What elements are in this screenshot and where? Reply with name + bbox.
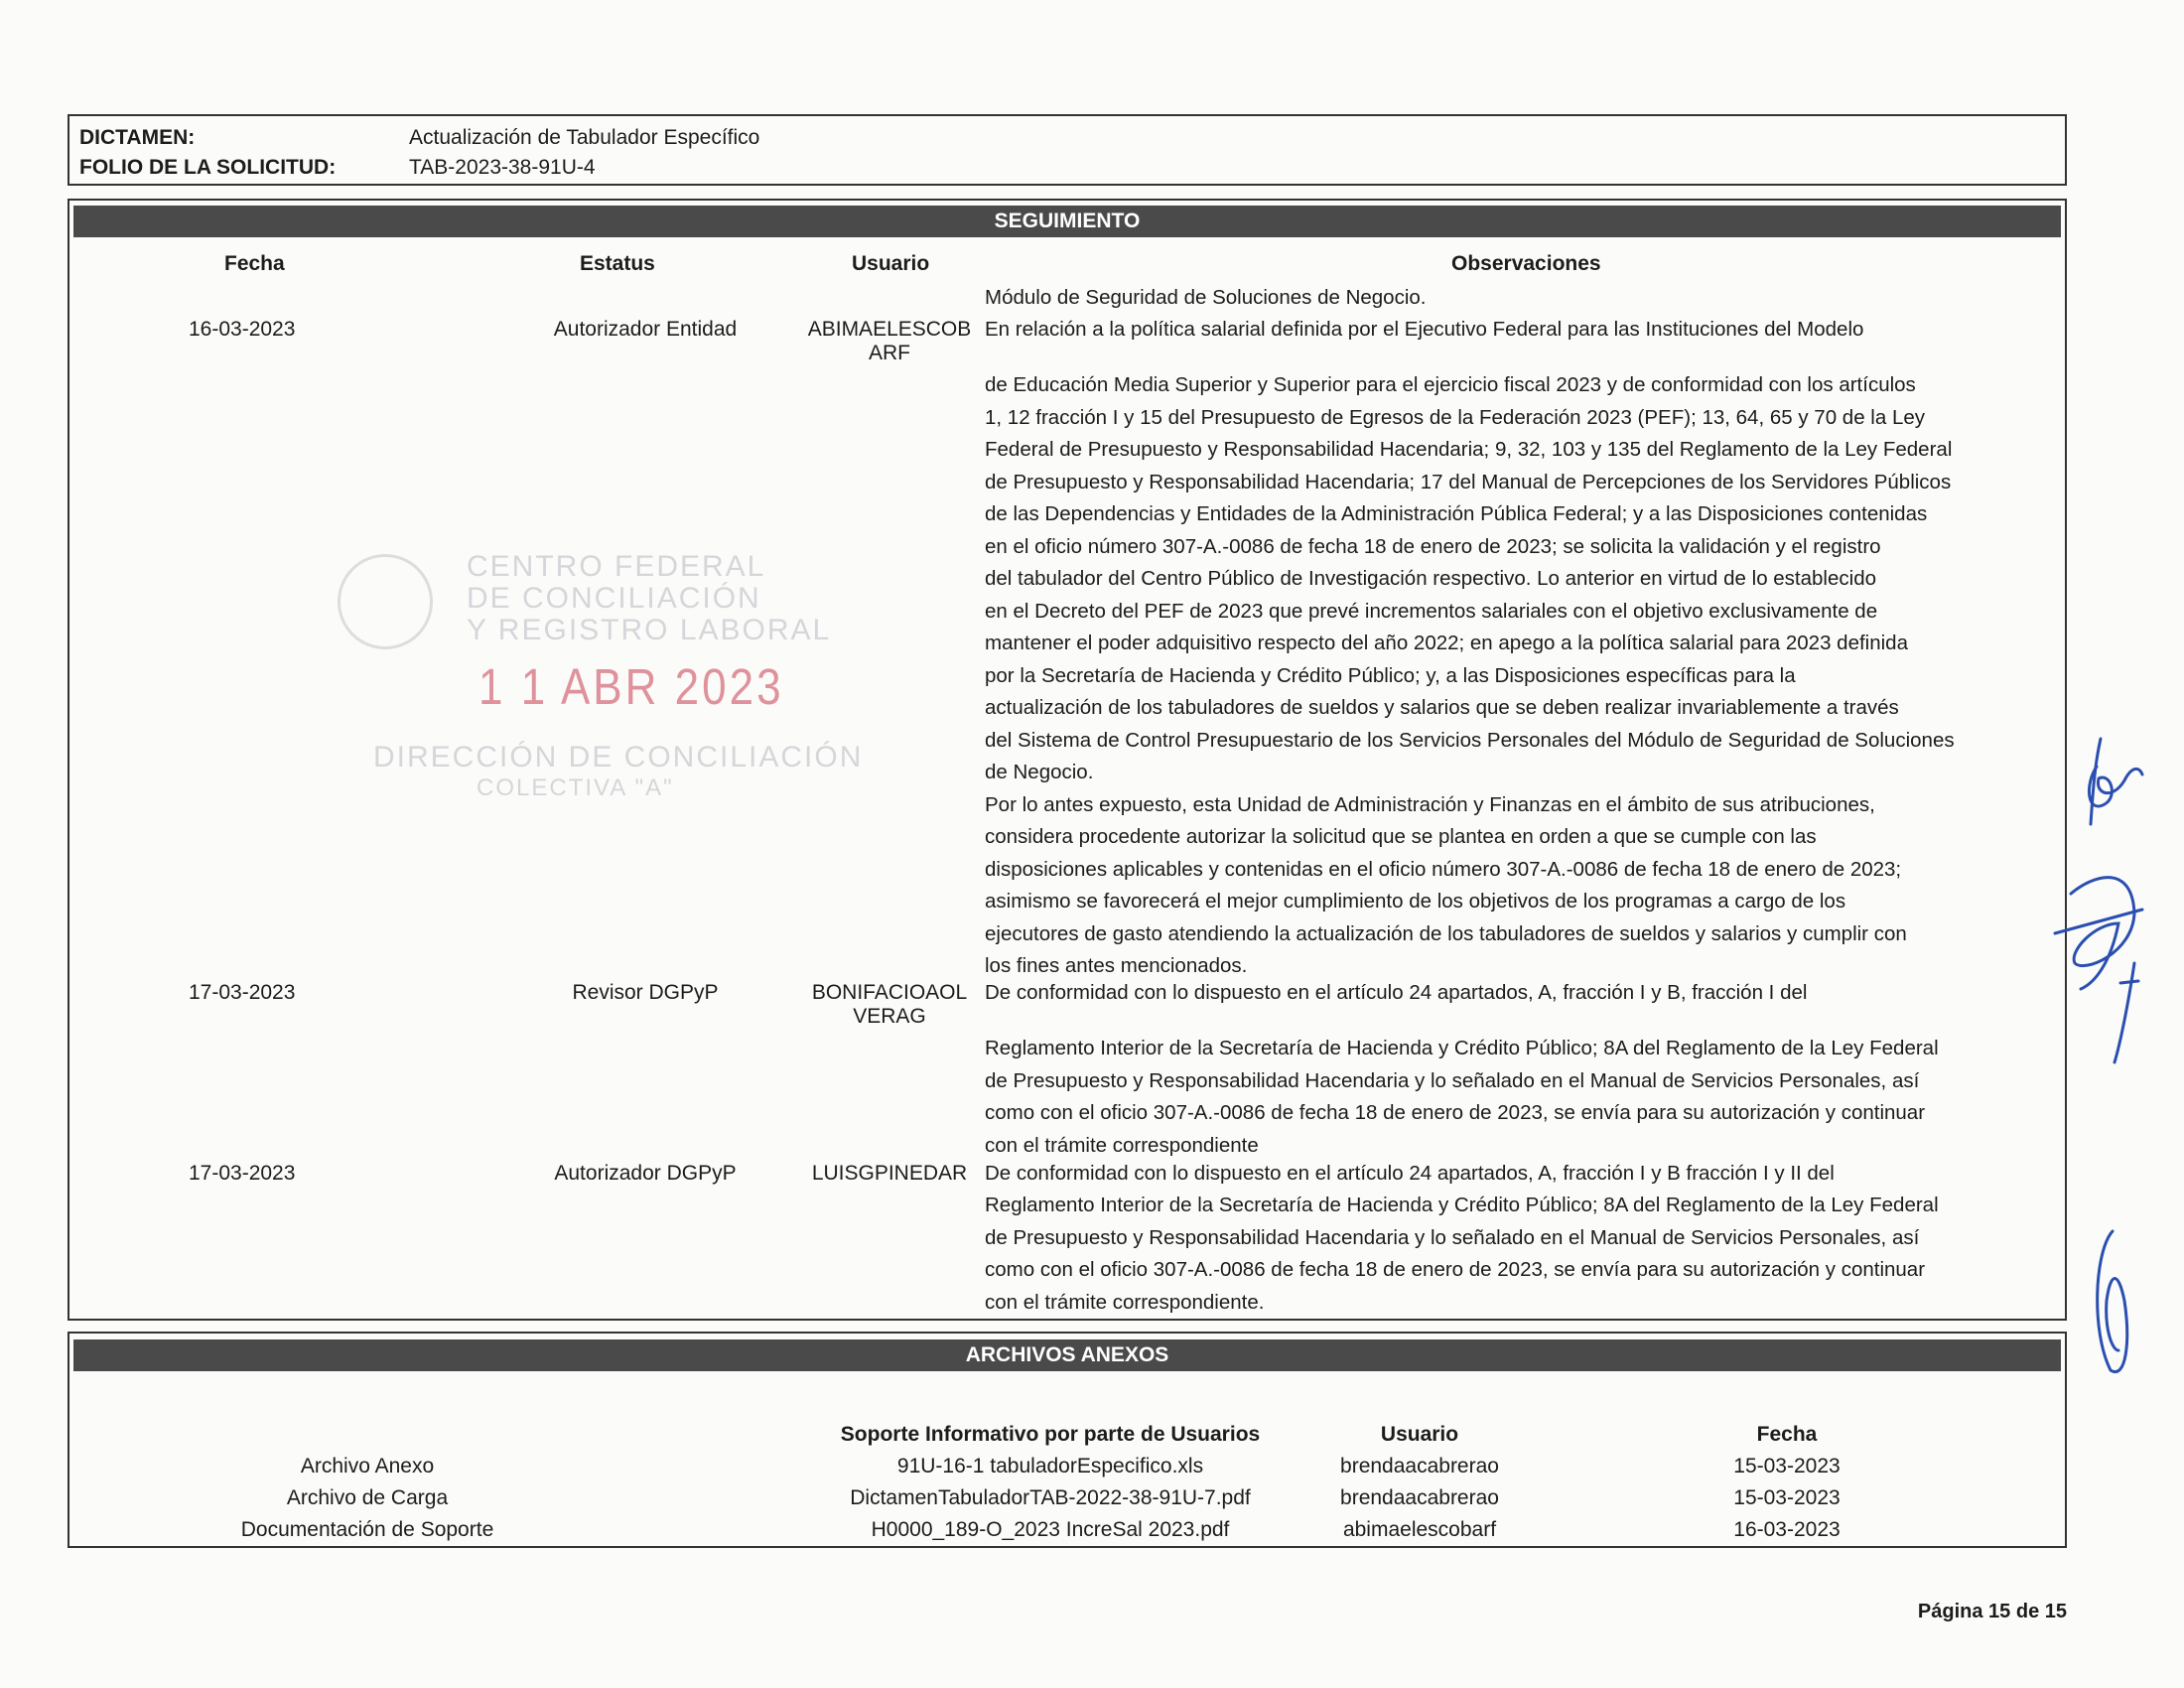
obs-line: ejecutores de gasto atendiendo la actualización de los tabuladores de sueldos y salarios y cumplir con xyxy=(985,921,1907,945)
handwritten-initials-icon xyxy=(2015,715,2164,1410)
entry-2-fecha: 17-03-2023 xyxy=(189,981,296,1004)
obs-line: como con el oficio 307-A.-0086 de fecha 18 de enero de 2023, se envía para su autorización y continuar xyxy=(985,1258,1926,1281)
dictamen-value: Actualización de Tabulador Específico xyxy=(409,126,760,149)
obs-line: de Presupuesto y Responsabilidad Hacendaria y lo señalado en el Manual de Servicios Personales, así xyxy=(985,1225,1920,1249)
entry-1-fecha: 16-03-2023 xyxy=(189,318,296,341)
anexo-archivo-link[interactable]: H0000_189-O_2023 IncreSal 2023.pdf xyxy=(871,1518,1230,1541)
anexo-fecha: 15-03-2023 xyxy=(1733,1455,1841,1477)
entry-3-usuario-line1: LUISGPINEDAR xyxy=(811,1162,968,1185)
anexo-usuario: abimaelescobarf xyxy=(1342,1518,1497,1541)
col-fecha: Fecha xyxy=(224,252,285,275)
archivos-anexos-section xyxy=(68,1332,2067,1548)
anexo-usuario: brendaacabrerao xyxy=(1340,1455,1499,1477)
entry-1-observaciones xyxy=(985,369,2037,983)
stamp-line3: Y REGISTRO LABORAL xyxy=(467,614,832,646)
stamp-date: 1 1 ABR 2023 xyxy=(478,659,784,716)
col-soporte: Soporte Informativo por parte de Usuarios xyxy=(840,1423,1261,1446)
col-estatus: Estatus xyxy=(580,252,655,275)
anexo-tipo: Archivo de Carga xyxy=(286,1486,449,1509)
obs-line: de Negocio. xyxy=(985,761,1094,783)
col-observaciones: Observaciones xyxy=(1451,252,1601,275)
obs-line: de Presupuesto y Responsabilidad Hacendaria y lo señalado en el Manual de Servicios Personales, así xyxy=(985,1068,1920,1092)
obs-line: disposiciones aplicables y contenidas en el oficio número 307-A.-0086 de fecha 18 de enero de 2023; xyxy=(985,857,1902,881)
obs-line: De conformidad con lo dispuesto en el artículo 24 apartados, A, fracción I y B fracción I y II del xyxy=(985,1162,1835,1185)
obs-line: de Presupuesto y Responsabilidad Hacendaria; 17 del Manual de Percepciones de los Servidores Públicos xyxy=(985,470,1952,493)
entry-1-usuario-line1: ABIMAELESCOB xyxy=(807,318,972,341)
obs-line: Federal de Presupuesto y Responsabilidad Hacendaria; 9, 32, 103 y 135 del Reglamento de la Ley Federal xyxy=(985,438,1953,461)
obs-line: Reglamento Interior de la Secretaría de Hacienda y Crédito Público; 8A del Reglamento de la Ley Federal xyxy=(985,1037,1939,1059)
obs-line: con el trámite correspondiente. xyxy=(985,1290,1265,1314)
entry-2-observaciones xyxy=(985,1033,2037,1162)
obs-line: asimismo se favorecerá el mejor cumplimiento de los objetivos de los programas a cargo de los xyxy=(985,890,1846,913)
seguimiento-title: SEGUIMIENTO xyxy=(73,206,2061,237)
anexo-archivo-link[interactable]: DictamenTabuladorTAB-2022-38-91U-7.pdf xyxy=(850,1486,1251,1509)
obs-line: Reglamento Interior de la Secretaría de Hacienda y Crédito Público; 8A del Reglamento de la Ley Federal xyxy=(985,1194,1939,1216)
seal-icon xyxy=(338,554,433,649)
entry-1-estatus: Autorizador Entidad xyxy=(553,318,738,341)
entry-1-usuario xyxy=(800,318,979,365)
obs-line: considera procedente autorizar la solicitud que se plantea en orden a que se cumple con las xyxy=(985,825,1817,848)
obs-line: del tabulador del Centro Público de Investigación respectivo. Lo anterior en virtud de lo establecido xyxy=(985,567,1876,590)
entry-3-observaciones xyxy=(985,1190,2037,1319)
stamp-line2: DE CONCILIACIÓN xyxy=(467,582,761,615)
stamp-line5: COLECTIVA "A" xyxy=(477,774,674,801)
obs-line: del Sistema de Control Presupuestario de los Servicios Personales del Módulo de Seguridad de Soluciones xyxy=(985,728,1955,752)
obs-line: de Educación Media Superior y Superior para el ejercicio fiscal 2023 y de conformidad con los artículos xyxy=(985,373,1916,396)
anexo-tipo: Documentación de Soporte xyxy=(240,1518,494,1541)
obs-line: En relación a la política salarial definida por el Ejecutivo Federal para las Instituciones del Modelo xyxy=(985,318,1864,341)
anexo-fecha: 15-03-2023 xyxy=(1733,1486,1841,1509)
entry-2-first-line xyxy=(985,977,2037,1010)
obs-line: con el trámite correspondiente xyxy=(985,1133,1259,1157)
anexo-usuario: brendaacabrerao xyxy=(1340,1486,1499,1509)
col-fecha: Fecha xyxy=(1756,1423,1818,1446)
entry-3-estatus: Autorizador DGPyP xyxy=(554,1162,737,1185)
entry-2-estatus: Revisor DGPyP xyxy=(572,981,719,1004)
anexo-tipo: Archivo Anexo xyxy=(300,1455,435,1477)
anexos-title: ARCHIVOS ANEXOS xyxy=(73,1339,2061,1371)
obs-line: de las Dependencias y Entidades de la Administración Pública Federal; y a las Disposiciones contenidas xyxy=(985,502,1928,525)
obs-line: en el oficio número 307-A.-0086 de fecha 18 de enero de 2023; se solicita la validación y el registro xyxy=(985,534,1881,558)
anexo-archivo-link[interactable]: 91U-16-1 tabuladorEspecifico.xls xyxy=(896,1455,1204,1477)
obs-line: 1, 12 fracción I y 15 del Presupuesto de Egresos de la Federación 2023 (PEF); 13, 64, 65 y 70 de la Ley xyxy=(985,405,1925,429)
page-number: Página 15 de 15 xyxy=(1917,1601,2067,1622)
entry-3-first-line xyxy=(985,1158,2037,1191)
folio-value: TAB-2023-38-91U-4 xyxy=(409,156,596,179)
obs-line: actualización de los tabuladores de sueldos y salarios que se deben realizar invariablemente a través xyxy=(985,696,1899,719)
entry-1-first-line xyxy=(985,314,2037,347)
stamp-line1: CENTRO FEDERAL xyxy=(467,550,766,583)
entry-2-usuario xyxy=(800,981,979,1029)
obs-line: De conformidad con lo dispuesto en el artículo 24 apartados, A, fracción I y B, fracción I del xyxy=(985,981,1808,1004)
entry-2-usuario-line2: VERAG xyxy=(853,1005,926,1028)
obs-line: los fines antes mencionados. xyxy=(985,954,1248,977)
entry-2-usuario-line1: BONIFACIOAOL xyxy=(811,981,968,1004)
obs-line: Módulo de Seguridad de Soluciones de Negocio. xyxy=(985,286,1427,309)
col-usuario: Usuario xyxy=(1380,1423,1459,1446)
dictamen-label: DICTAMEN: xyxy=(79,126,196,149)
col-usuario: Usuario xyxy=(852,252,930,275)
entry-1-usuario-line2: ARF xyxy=(869,342,910,364)
folio-label: FOLIO DE LA SOLICITUD: xyxy=(79,156,337,179)
entry-3-usuario xyxy=(800,1162,979,1186)
obs-pre-line xyxy=(985,282,2037,315)
anexo-fecha: 16-03-2023 xyxy=(1733,1518,1841,1541)
obs-line: Por lo antes expuesto, esta Unidad de Administración y Finanzas en el ámbito de sus atribuciones, xyxy=(985,792,1875,816)
reception-stamp xyxy=(328,536,864,834)
obs-line: en el Decreto del PEF de 2023 que prevé incrementos salariales con el objetivo exclusivamente de xyxy=(985,599,1878,623)
entry-3-fecha: 17-03-2023 xyxy=(189,1162,296,1185)
stamp-line4: DIRECCIÓN DE CONCILIACIÓN xyxy=(373,741,864,774)
obs-line: como con el oficio 307-A.-0086 de fecha 18 de enero de 2023, se envía para su autorización y continuar xyxy=(985,1101,1926,1124)
obs-line: mantener el poder adquisitivo respecto del año 2022; en apego a la política salarial para 2023 definida xyxy=(985,632,1908,654)
obs-line: por la Secretaría de Hacienda y Crédito Público; y, a las Disposiciones específicas para la xyxy=(985,663,1796,687)
header-box xyxy=(68,114,2067,186)
